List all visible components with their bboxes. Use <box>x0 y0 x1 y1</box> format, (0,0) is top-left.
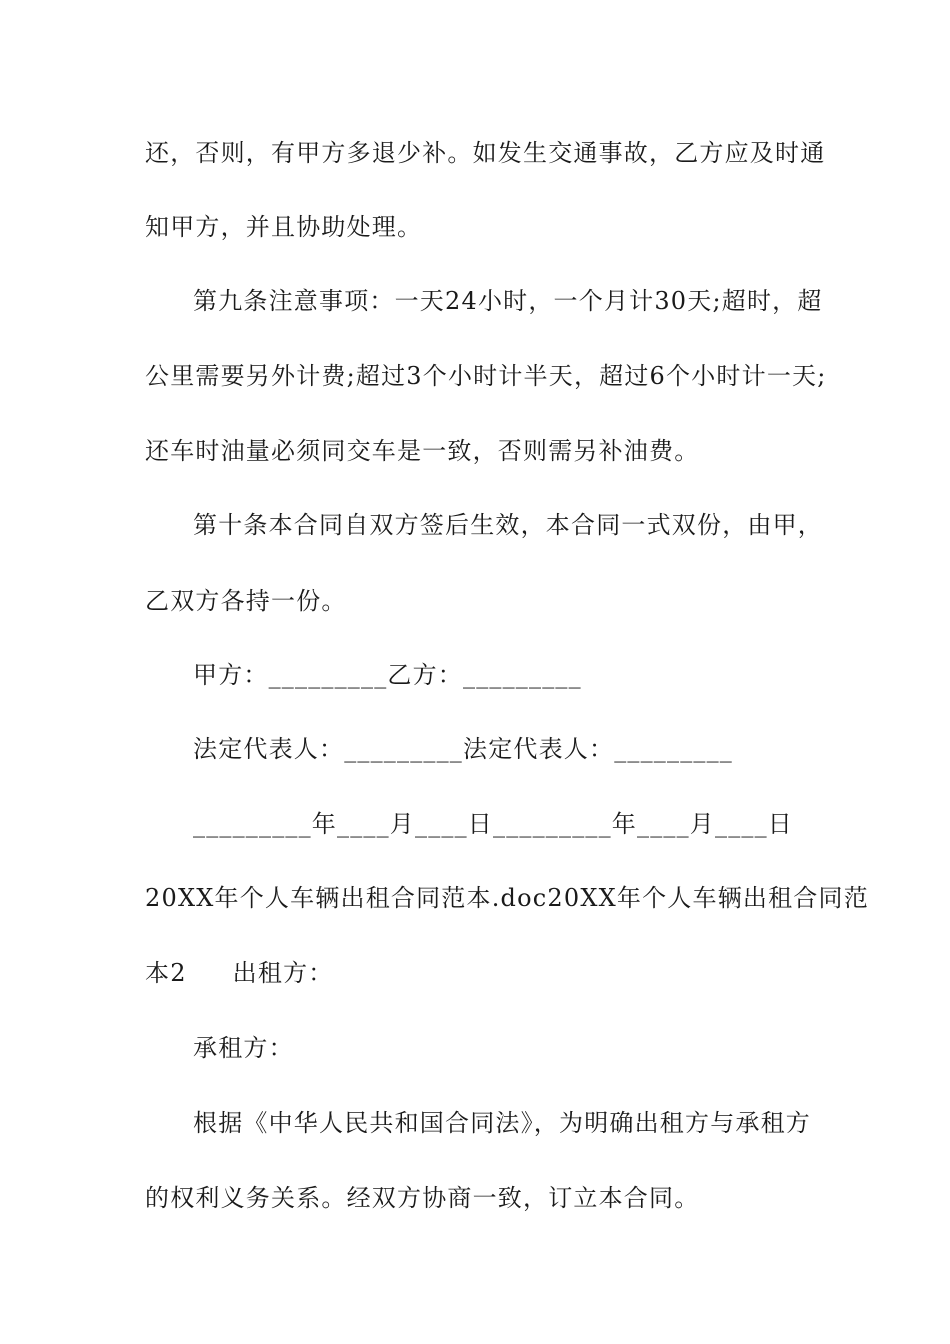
article-10-line: 第十条本合同自双方签后生效，本合同一式双份，由甲， <box>193 511 823 539</box>
paragraph-line: 还车时油量必须同交车是一致，否则需另补油费。 <box>145 437 700 465</box>
legal-rep-signature-line: 法定代表人：_________法定代表人：_________ <box>193 735 733 763</box>
paragraph-line: 公里需要另外计费;超过3个小时计半天，超过6个小时计一天; <box>145 362 827 390</box>
party-signature-line: 甲方：_________乙方：_________ <box>193 661 582 689</box>
article-9-line: 第九条注意事项：一天24小时，一个月计30天;超时，超 <box>193 287 823 315</box>
paragraph-line: 知甲方，并且协助处理。 <box>145 213 423 241</box>
date-signature-line: _________年____月____日_________年____月____日 <box>193 810 793 838</box>
lessor-line <box>145 958 825 988</box>
document-title-line: 20XX年个人车辆出租合同范本.doc20XX年个人车辆出租合同范 <box>145 884 869 912</box>
lessor-label: 出租方： <box>232 959 334 987</box>
lessee-label: 承租方： <box>193 1034 294 1062</box>
paragraph-line: 的权利义务关系。经双方协商一致，订立本合同。 <box>145 1184 700 1212</box>
title-continuation: 本2 <box>145 959 187 987</box>
paragraph-line: 乙双方各持一份。 <box>145 587 347 615</box>
preamble-line: 根据《中华人民共和国合同法》，为明确出租方与承租方 <box>193 1109 811 1137</box>
paragraph-line: 还，否则，有甲方多退少补。如发生交通事故，乙方应及时通 <box>145 139 826 167</box>
